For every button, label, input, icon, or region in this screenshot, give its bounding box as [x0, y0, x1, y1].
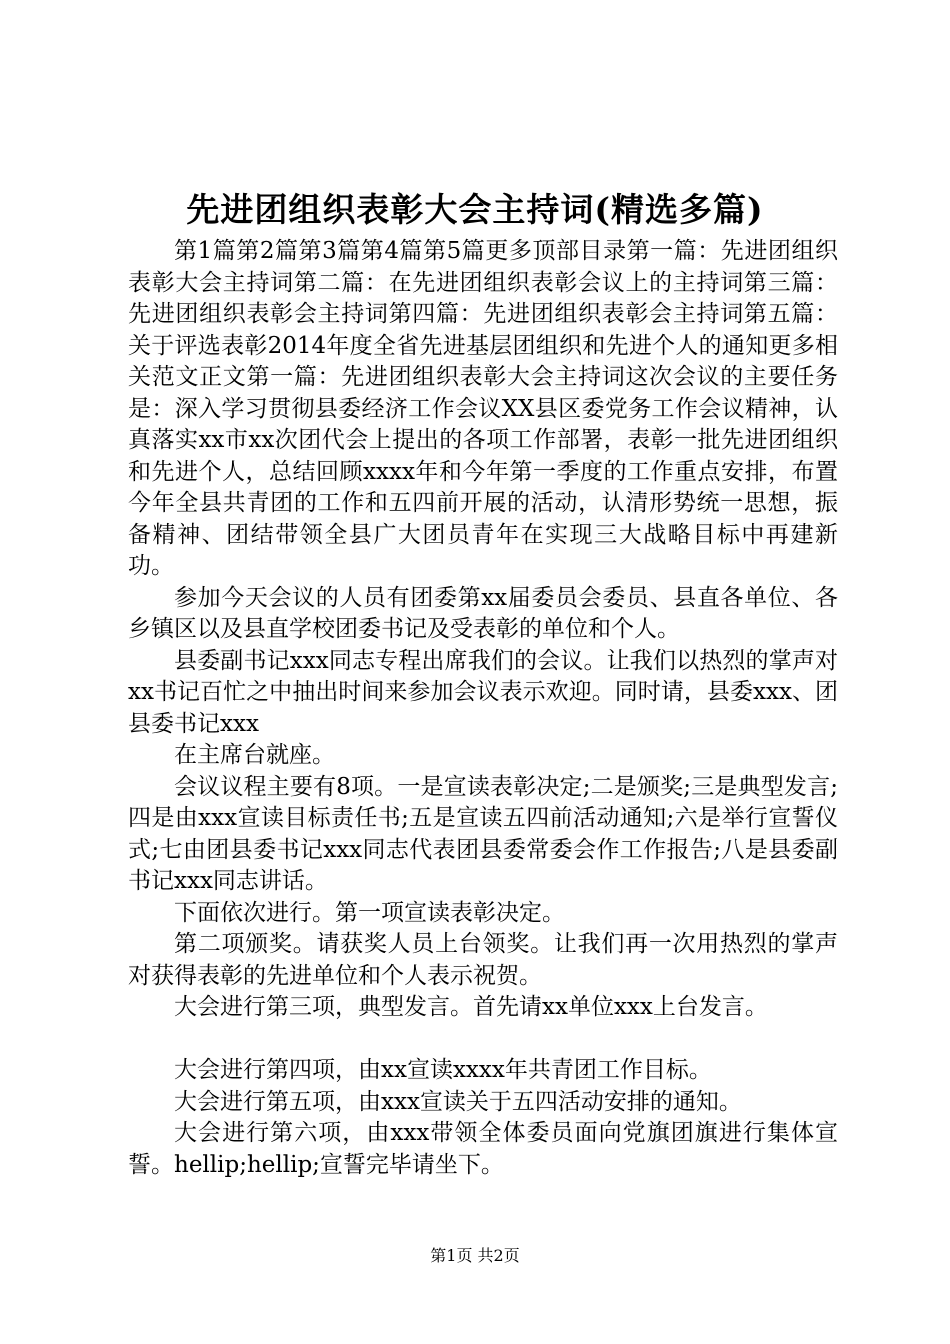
page-footer	[0, 1244, 950, 1268]
paragraph-item-five: 大会进行第五项，由xxx宣读关于五四活动安排的通知。	[174, 1088, 742, 1115]
document-body	[128, 236, 838, 1181]
paragraph-spacer	[128, 1024, 838, 1056]
paragraph-agenda: 会议议程主要有8项。一是宣读表彰决定;二是颁奖;三是典型发言;四是由xxx宣读目标责任书;五是宣读五四前活动通知;六是举行宣誓仪式;七由团县委书记xxx同志代表团县委常委会作工作报告;八是县委副书记xxx同志讲话。	[128, 773, 838, 894]
paragraph-item-three: 大会进行第三项，典型发言。首先请xx单位xxx上台发言。	[174, 994, 768, 1020]
paragraph-intro: 第1篇第2篇第3篇第4篇第5篇更多顶部目录第一篇：先进团组织表彰大会主持词第二篇：在先进团组织表彰会议上的主持词第三篇：先进团组织表彰会主持词第四篇：先进团组织表彰会主持词第五篇：关于评选表彰2014年度全省先进基层团组织和先进个人的通知更多相关范文正文第一篇：先进团组织表彰大会主持词这次会议的主要任务是：深入学习贯彻县委经济工作会议XX县区委党务工作会议精神，认真落实xx市xx次团代会上提出的各项工作部署，表彰一批先进团组织和先进个人，总结回顾xxxx年和今年第一季度的工作重点安排，布置今年全县共青团的工作和五四前开展的活动，认清形势统一思想，振备精神、团结带领全县广大团员青年在实现三大战略目标中再建新功。	[128, 238, 838, 579]
paragraph-item-six: 大会进行第六项，由xxx带领全体委员面向党旗团旗进行集体宣誓。hellip;hellip;宣誓完毕请坐下。	[128, 1120, 838, 1178]
paragraph-item-two: 第二项颁奖。请获奖人员上台领奖。让我们再一次用热烈的掌声对获得表彰的先进单位和个人表示祝贺。	[128, 931, 838, 989]
paragraph-item-four: 大会进行第四项，由xx宣读xxxx年共青团工作目标。	[174, 1057, 712, 1083]
paragraph-attendees: 参加今天会议的人员有团委第xx届委员会委员、县直各单位、各乡镇区以及县直学校团委书记及受表彰的单位和个人。	[128, 584, 838, 642]
document-title: 先进团组织表彰大会主持词(精选多篇)	[186, 190, 764, 229]
paragraph-seating: 在主席台就座。	[174, 742, 335, 768]
page-indicator: 第1页 共2页	[430, 1246, 520, 1265]
paragraph-item-one: 下面依次进行。第一项宣读表彰决定。	[174, 899, 565, 926]
paragraph-welcome: 县委副书记xxx同志专程出席我们的会议。让我们以热烈的掌声对xx书记百忙之中抽出时间来参加会议表示欢迎。同时请，县委xxx、团县委书记xxx	[128, 647, 838, 737]
